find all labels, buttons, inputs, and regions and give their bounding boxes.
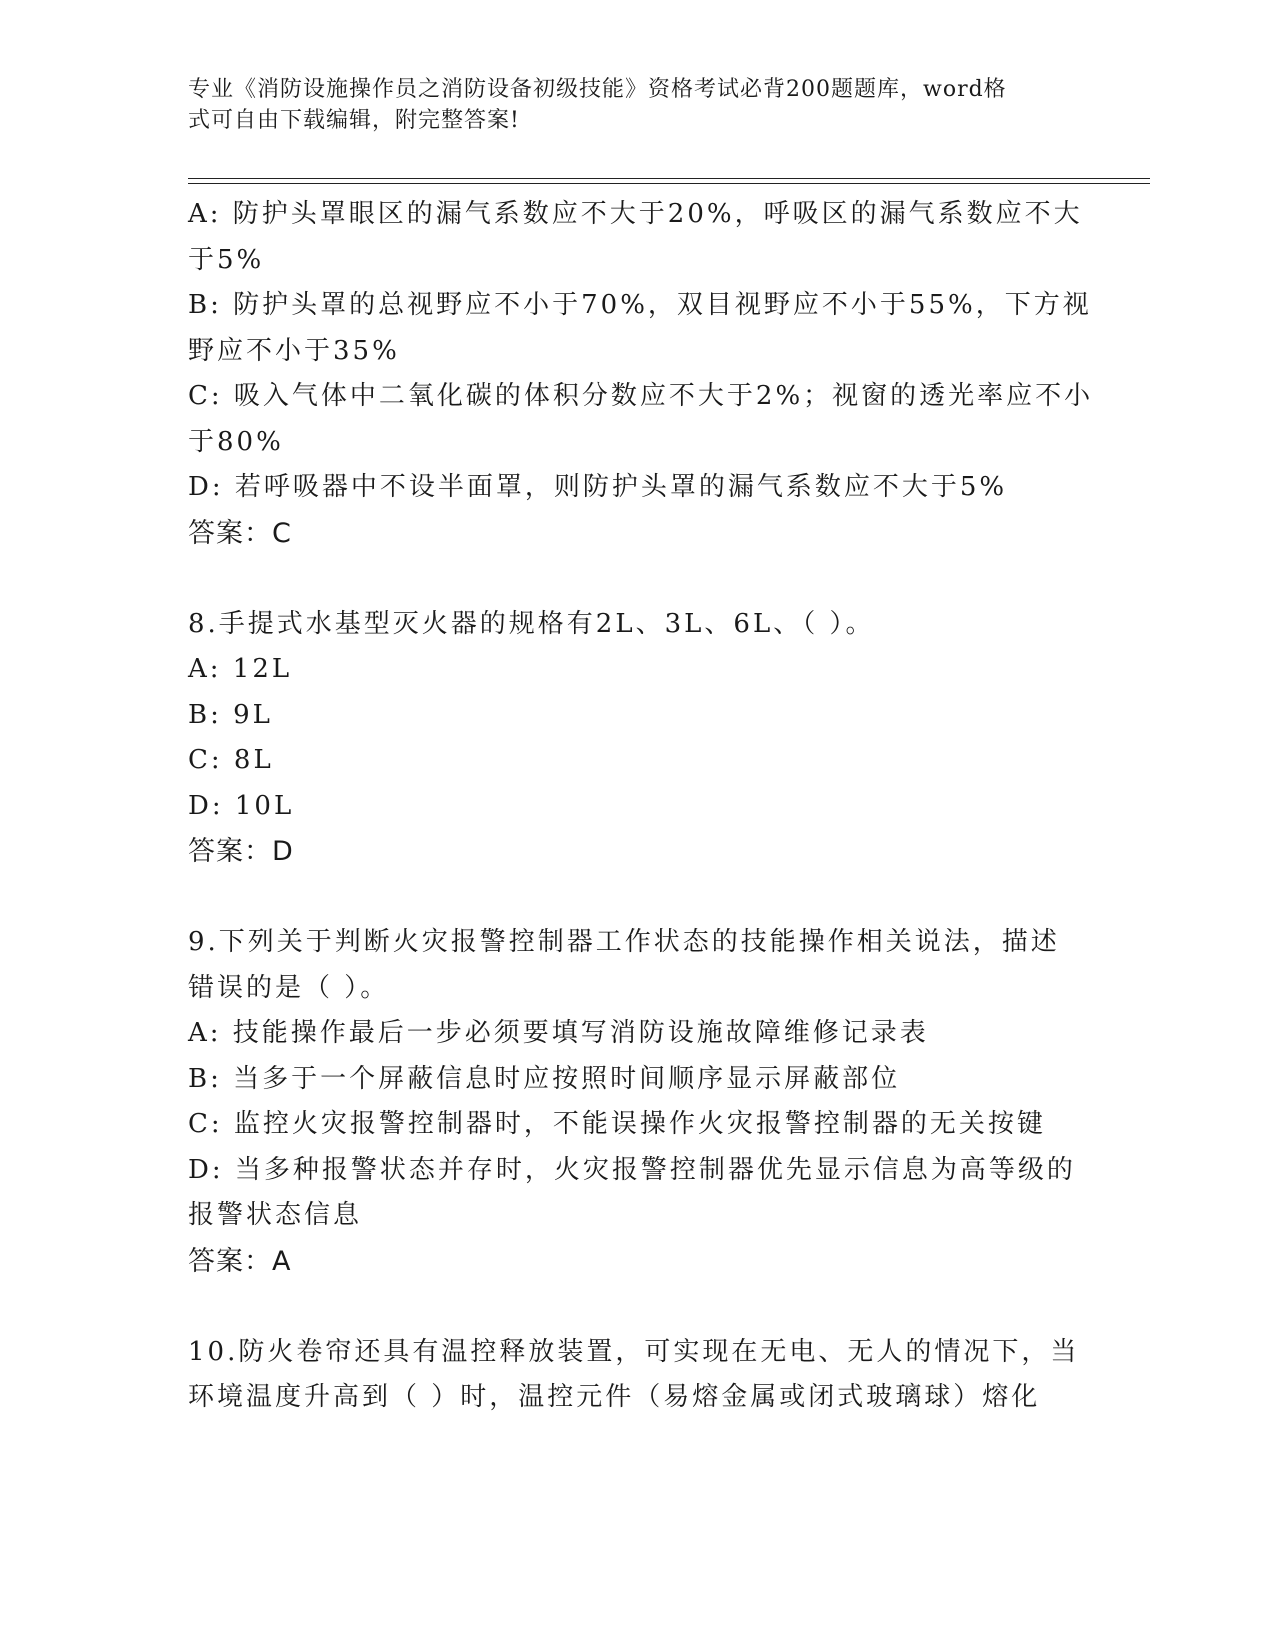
header-line-1: 专业《消防设施操作员之消防设备初级技能》资格考试必背200题题库，word格: [188, 77, 1007, 102]
header-rule-bottom: [188, 183, 1150, 184]
q7-option-b-line-2: 野应不小于35%: [188, 335, 400, 366]
document-header: [188, 74, 1068, 136]
q9-answer: 答案：A: [188, 1245, 292, 1277]
question-9: [188, 920, 1088, 1284]
q9-option-c: C: 监控火灾报警控制器时，不能误操作火灾报警控制器的无关按键: [188, 1109, 1046, 1139]
q9-option-d-line-1: D: 当多种报警状态并存时，火灾报警控制器优先显示信息为高等级的: [188, 1154, 1076, 1185]
q8-option-a: A: 12L: [188, 654, 293, 684]
question-10: [188, 1330, 1088, 1421]
header-rule-top: [188, 178, 1150, 179]
q9-option-d-line-2: 报警状态信息: [188, 1200, 363, 1230]
q9-stem-line-1: 9.下列关于判断火灾报警控制器工作状态的技能操作相关说法，描述: [188, 927, 1060, 957]
q10-stem-line-1: 10.防火卷帘还具有温控释放装置，可实现在无电、无人的情况下，当: [188, 1336, 1080, 1367]
q9-option-b: B: 当多于一个屏蔽信息时应按照时间顺序显示屏蔽部位: [188, 1063, 901, 1094]
q8-option-c: C: 8L: [188, 745, 274, 775]
q7-option-b-line-1: B: 防护头罩的总视野应不小于70%，双目视野应不小于55%，下方视: [188, 290, 1092, 320]
question-list: [188, 192, 1094, 1421]
question-8: [188, 602, 1088, 875]
q10-stem-line-2: 环境温度升高到（ ）时，温控元件（易熔金属或闭式玻璃球）熔化: [188, 1382, 1041, 1412]
q7-option-c-line-1: C: 吸入气体中二氧化碳的体积分数应不大于2%；视窗的透光率应不小: [188, 381, 1094, 411]
q8-stem: 8.手提式水基型灭火器的规格有2L、3L、6L、（ ）。: [188, 608, 875, 639]
q9-option-a: A: 技能操作最后一步必须要填写消防设施故障维修记录表: [188, 1018, 929, 1048]
q7-option-c-line-2: 于80%: [188, 426, 284, 457]
q8-option-b: B: 9L: [188, 699, 273, 730]
header-line-2: 式可自由下载编辑，附完整答案!: [188, 108, 520, 133]
q7-answer: 答案：C: [188, 517, 292, 549]
q7-option-d: D: 若呼吸器中不设半面罩，则防护头罩的漏气系数应不大于5%: [188, 472, 1008, 502]
q9-stem-line-2: 错误的是（ ）。: [188, 972, 390, 1003]
q7-option-a-line-2: 于5%: [188, 244, 265, 275]
q8-answer: 答案：D: [188, 836, 294, 867]
q7-option-a-line-1: A: 防护头罩眼区的漏气系数应不大于20%，呼吸区的漏气系数应不大: [188, 199, 1083, 229]
q8-option-d: D: 10L: [188, 790, 295, 821]
question-7-options: [188, 192, 1094, 556]
spacer: [188, 875, 1088, 921]
spacer: [188, 556, 1088, 602]
spacer: [188, 1284, 1088, 1330]
